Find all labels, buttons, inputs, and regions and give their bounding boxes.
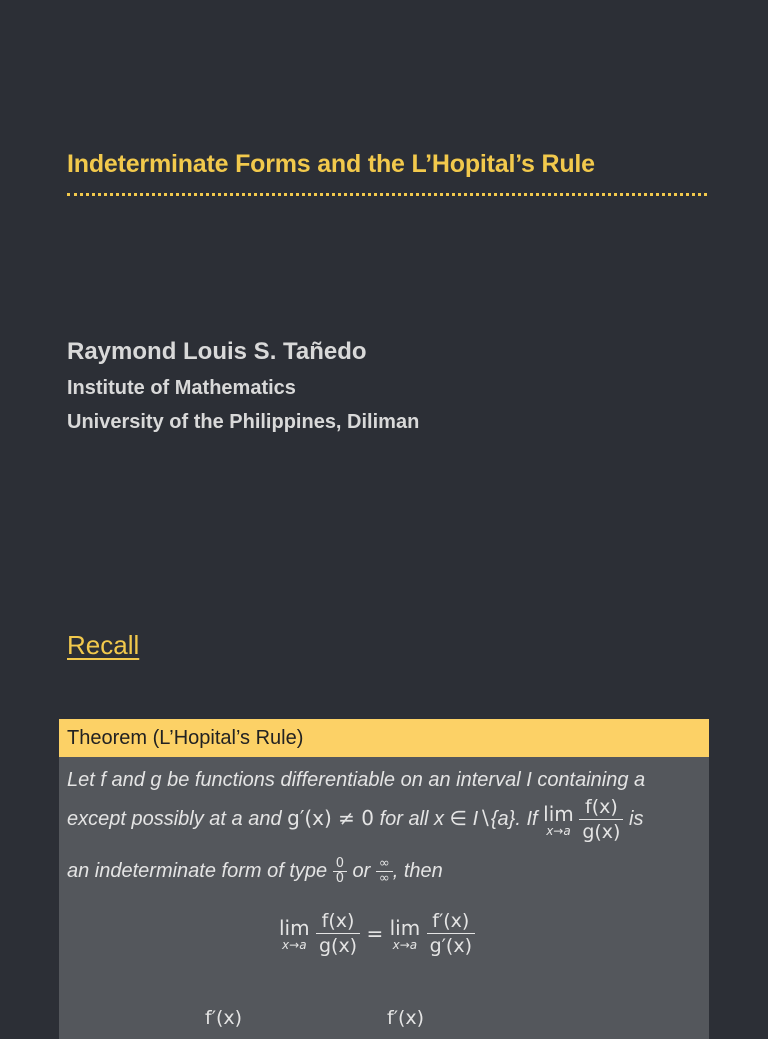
lim-subscript: x→a	[546, 823, 571, 838]
theorem-heading: Theorem (L’Hopital’s Rule)	[59, 719, 709, 757]
theorem-box	[59, 719, 709, 1039]
lim-subscript-left: x→a	[282, 937, 307, 952]
denominator-g: g(x)	[582, 821, 621, 843]
recall-heading[interactable]: Recall	[67, 630, 140, 660]
limit-operator-right	[390, 917, 421, 951]
theorem-line-3-pre: an indeterminate form of type	[67, 859, 333, 882]
numerator-fprime: f′(x)	[427, 909, 475, 934]
numerator-f-display: f(x)	[316, 909, 360, 934]
theorem-line-2-post: is	[623, 807, 644, 830]
theorem-line-2-mid: for all x ∈ I∖{a}. If	[374, 807, 544, 830]
theorem-line-2	[67, 795, 643, 844]
zero-num: 0	[333, 857, 347, 872]
fraction-fprime-over-gprime	[427, 909, 475, 958]
fraction-f-over-g	[579, 795, 623, 844]
numerator-f: f(x)	[579, 795, 623, 820]
lhopital-equation	[279, 909, 475, 958]
denominator-gprime: g′(x)	[429, 935, 473, 957]
title-divider	[67, 193, 707, 196]
lim-word-right: lim	[389, 915, 421, 940]
theorem-line-3	[67, 857, 443, 886]
cutoff-fraction-right: f′(x)	[387, 1007, 425, 1029]
author-university: University of the Philippines, Diliman	[67, 411, 420, 433]
lim-subscript-right: x→a	[392, 937, 418, 952]
theorem-line-3-post: , then	[392, 859, 443, 882]
fraction-inf-over-inf	[376, 857, 393, 886]
zero-den: 0	[335, 871, 344, 886]
lim-word: lim	[543, 801, 574, 826]
author-institute: Institute of Mathematics	[67, 377, 296, 399]
limit-operator	[543, 803, 574, 837]
slide-title: Indeterminate Forms and the L’Hopital’s Rule	[67, 150, 595, 178]
fraction-zero-over-zero	[333, 857, 347, 886]
equals-sign: =	[366, 921, 384, 946]
theorem-line-2-pre: except possibly at a and	[67, 807, 288, 830]
lim-word-left: lim	[279, 915, 310, 940]
inf-num: ∞	[376, 857, 393, 872]
author-name: Raymond Louis S. Tañedo	[67, 338, 367, 365]
inf-den: ∞	[378, 871, 390, 886]
fraction-f-over-g-display	[316, 909, 360, 958]
derivative-condition: g′(x) ≠ 0	[287, 805, 375, 830]
limit-operator-left	[279, 917, 310, 951]
cutoff-fraction-left: f′(x)	[205, 1007, 243, 1029]
theorem-line-3-or: or	[346, 859, 376, 882]
denominator-g-display: g(x)	[318, 935, 358, 957]
theorem-line-1: Let f and g be functions differentiable on an interval I containing a	[67, 769, 646, 791]
